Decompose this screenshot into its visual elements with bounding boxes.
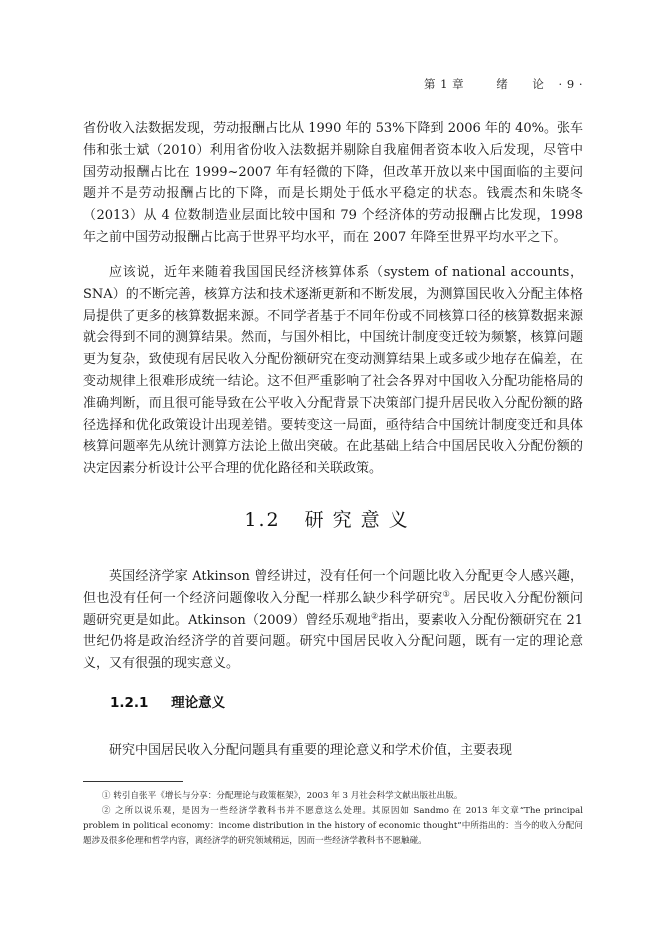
subsection-heading [110, 691, 225, 711]
footnotes [83, 789, 583, 849]
section-title: 研究意义 [304, 509, 417, 531]
paragraph-block [83, 262, 583, 480]
paragraph-continued [83, 118, 583, 249]
subsection-title: 理论意义 [171, 695, 226, 711]
footnote-1: ① 转引自张平《增长与分享：分配理论与政策框架》，2003 年 3 月社会科学文献出版社出版。 [101, 791, 463, 801]
paragraph-block [83, 740, 583, 762]
paragraph-3-text-c: 指出，要素收入分配份额研究在 21 世纪仍将是政治经济学的首要问题。研究中国居民收入分配问题，既有一定的理论意义，又有很强的现实意义。 [83, 612, 583, 672]
paragraph-3-text-a: 英国经济学家 Atkinson 曾经讲过，没有任何一个问题比收入分配更令人感兴趣，但也没有任何一个经济问题像收入分配一样那么缺少科学研究 [83, 569, 583, 606]
page-number: · 9 · [558, 77, 583, 91]
section-number: 1.2 [244, 509, 281, 531]
footnote-2: ② 之所以说乐观，是因为一些经济学教科书并不愿意这么处理。其原因如 Sandmo 在 2013 年文章“The principal problem in political economy：income distribution in the history of economic thought”中所指出的：当今的收入分配问题涉及很多伦理和哲学内容，离经济学的研究领域稍远，因而一些经济学教科书不愿触碰。 [83, 806, 583, 846]
subsection-number: 1.2.1 [110, 695, 149, 711]
footnote-marker-2[interactable]: ② [371, 611, 379, 621]
chapter-title-part2: 论 [532, 77, 545, 91]
paragraph-2: 应该说，近年来随着我国国民经济核算体系（system of national accounts，SNA）的不断完善，核算方法和技术逐渐更新和不断发展，为测算国民收入分配主体格局提供了更多的核算数据来源。不同学者基于不同年份或不同核算口径的核算数据来源就会得到不同的测算结果。然而，与国外相比，中国统计制度变迁较为频繁，核算问题更为复杂，致使现有居民收入分配份额研究在变动测算结果上或多或少地存在偏差，在变动规律上很难形成统一结论。这不但严重影响了社会各界对中国收入分配功能格局的准确判断，而且很可能导致在公平收入分配背景下决策部门提升居民收入分配份额的路径选择和优化政策设计出现差错。要转变这一局面，亟待结合中国统计制度变迁和具体核算问题率先从统计测算方法论上做出突破。在此基础上结合中国居民收入分配份额的决定因素分析设计公平合理的优化路径和关联政策。 [83, 265, 583, 477]
running-head [424, 76, 583, 92]
chapter-label: 第 1 章 [423, 77, 465, 91]
chapter-title-part1: 绪 [496, 77, 509, 91]
footnote-marker-1[interactable]: ① [442, 589, 451, 599]
paragraph-3-text-b: 。居民收入分配份额问题研究更是如此。Atkinson（2009）曾经乐观地 [83, 590, 583, 628]
paragraph-3 [83, 566, 583, 675]
section-heading [0, 505, 661, 532]
paragraph-block [83, 566, 583, 675]
paragraph-4: 研究中国居民收入分配问题具有重要的理论意义和学术价值，主要表现 [109, 743, 513, 758]
paragraph-1: 省份收入法数据发现，劳动报酬占比从 1990 年的 53%下降到 2006 年的 40%。张车伟和张士斌（2010）利用省份收入法数据并剔除自我雇佣者资本收入后发现，尽管中国劳动报酬占比在 1999~2007 年有轻微的下降，但改革开放以来中国面临的主要问题并不是劳动报酬占比的下降，而是长期处于低水平稳定的状态。钱震杰和朱晓冬（2013）从 4 位数制造业层面比较中国和 79 个经济体的劳动报酬占比发现，1998 年之前中国劳动报酬占比高于世界平均水平，而在 2007 年降至世界平均水平之下。 [83, 121, 583, 245]
footnote-divider [83, 781, 183, 782]
